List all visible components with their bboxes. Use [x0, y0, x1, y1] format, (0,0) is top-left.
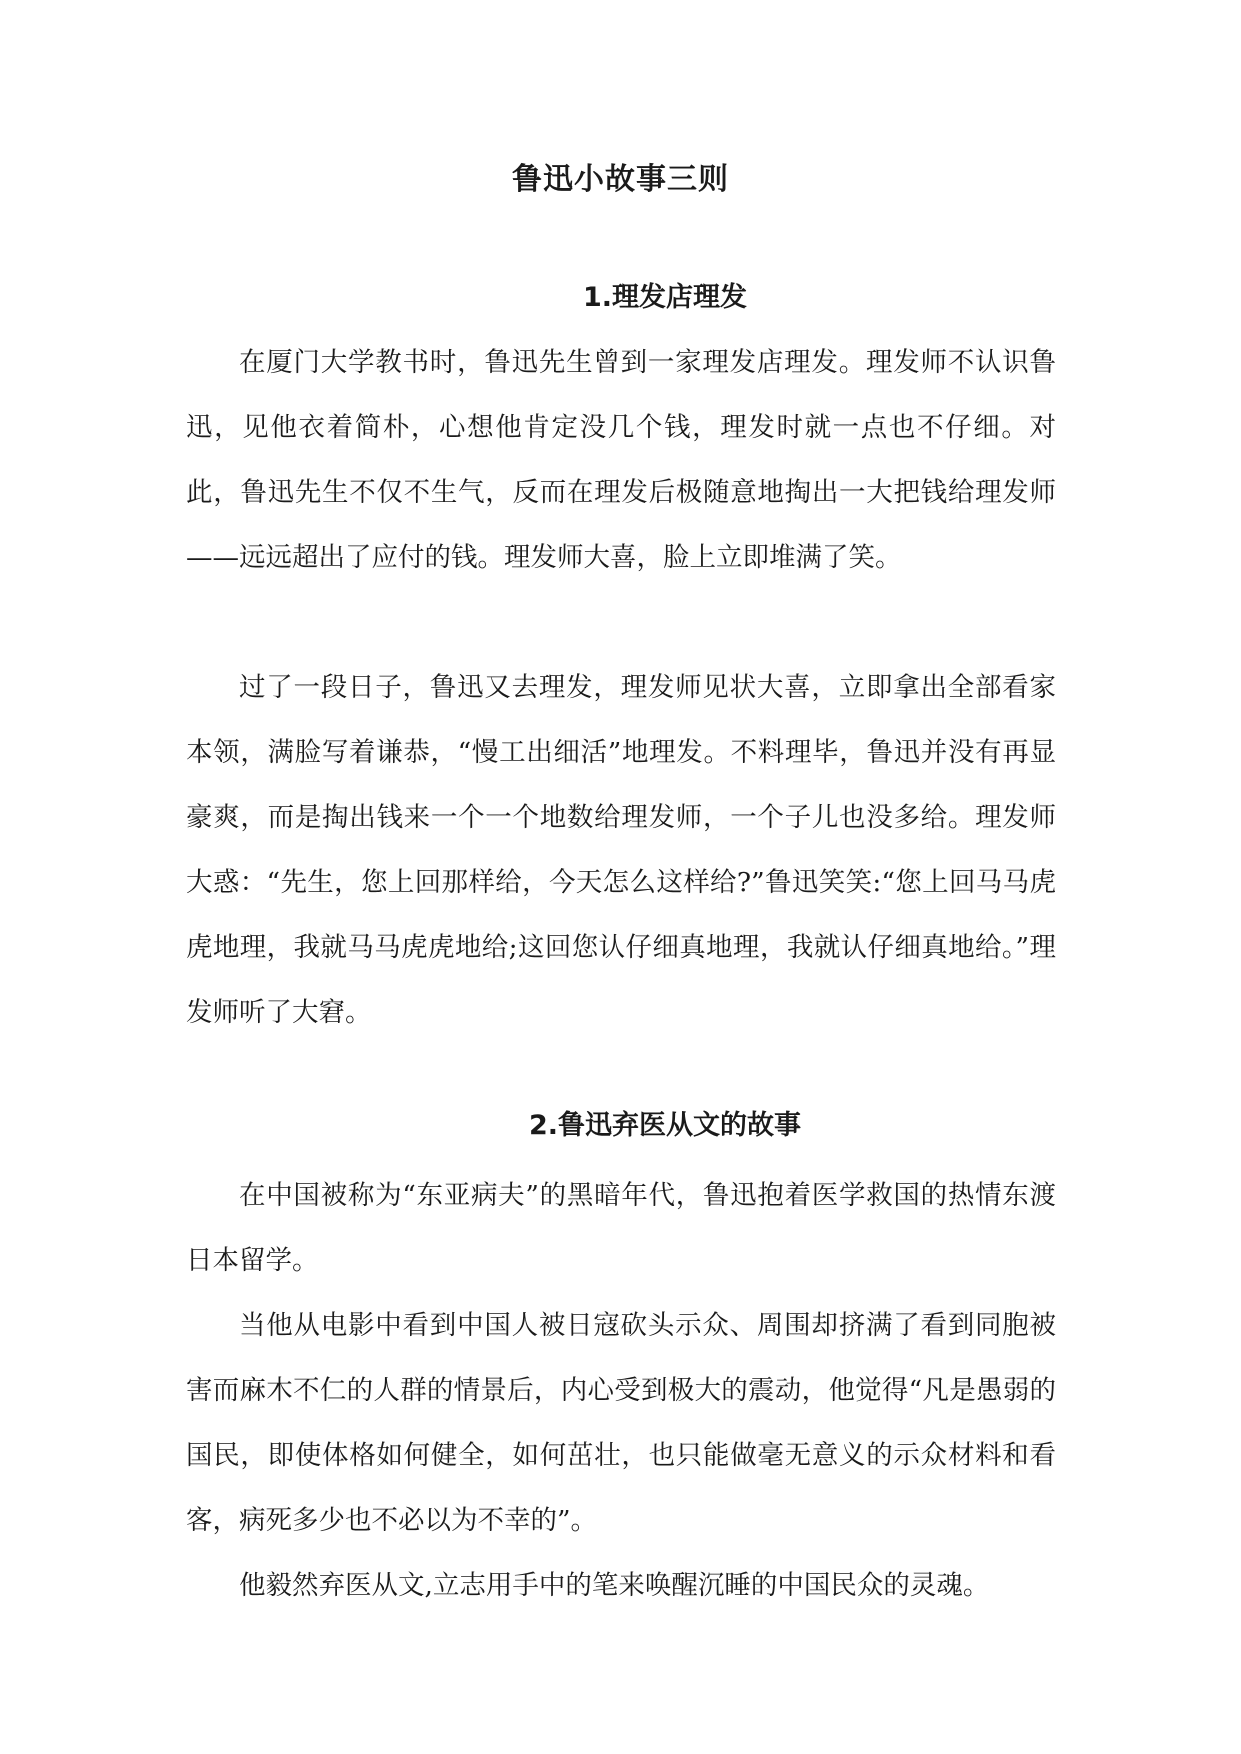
- section-heading-2: 2.鲁迅弃医从文的故事: [528, 1110, 802, 1141]
- section-1-paragraph-2: 过了一段日子，鲁迅又去理发，理发师见状大喜，立即拿出全部看家本领，满脸写着谦恭，“慢工出细活”地理发。不料理毕，鲁迅并没有再显豪爽，而是掏出钱来一个一个地数给理发师，一个子儿也没多给。理发师大惑：“先生，您上回那样给，今天怎么这样给?”鲁迅笑笑:“您上回马马虎虎地理，我就马马虎虎地给;这回您认仔细真地理，我就认仔细真地给。”理发师听了大窘。: [186, 672, 1056, 1028]
- section-2-paragraph-1: 在中国被称为“东亚病夫”的黑暗年代，鲁迅抱着医学救国的热情东渡日本留学。: [186, 1180, 1056, 1276]
- section-2-paragraph-3: 他毅然弃医从文,立志用手中的笔来唤醒沉睡的中国民众的灵魂。: [239, 1570, 990, 1601]
- section-2-paragraph-2: 当他从电影中看到中国人被日寇砍头示众、周围却挤满了看到同胞被害而麻木不仁的人群的情景后，内心受到极大的震动，他觉得“凡是愚弱的国民，即使体格如何健全，如何茁壮，也只能做毫无意义的示众材料和看客，病死多少也不必以为不幸的”。: [186, 1310, 1056, 1536]
- section-1-paragraph-1: 在厦门大学教书时，鲁迅先生曾到一家理发店理发。理发师不认识鲁迅，见他衣着简朴，心想他肯定没几个钱，理发时就一点也不仔细。对此，鲁迅先生不仅不生气，反而在理发后极随意地掏出一大把钱给理发师——远远超出了应付的钱。理发师大喜，脸上立即堆满了笑。: [186, 347, 1056, 573]
- section-heading-1: 1.理发店理发: [582, 282, 748, 313]
- document-title: 鲁迅小故事三则: [512, 162, 729, 197]
